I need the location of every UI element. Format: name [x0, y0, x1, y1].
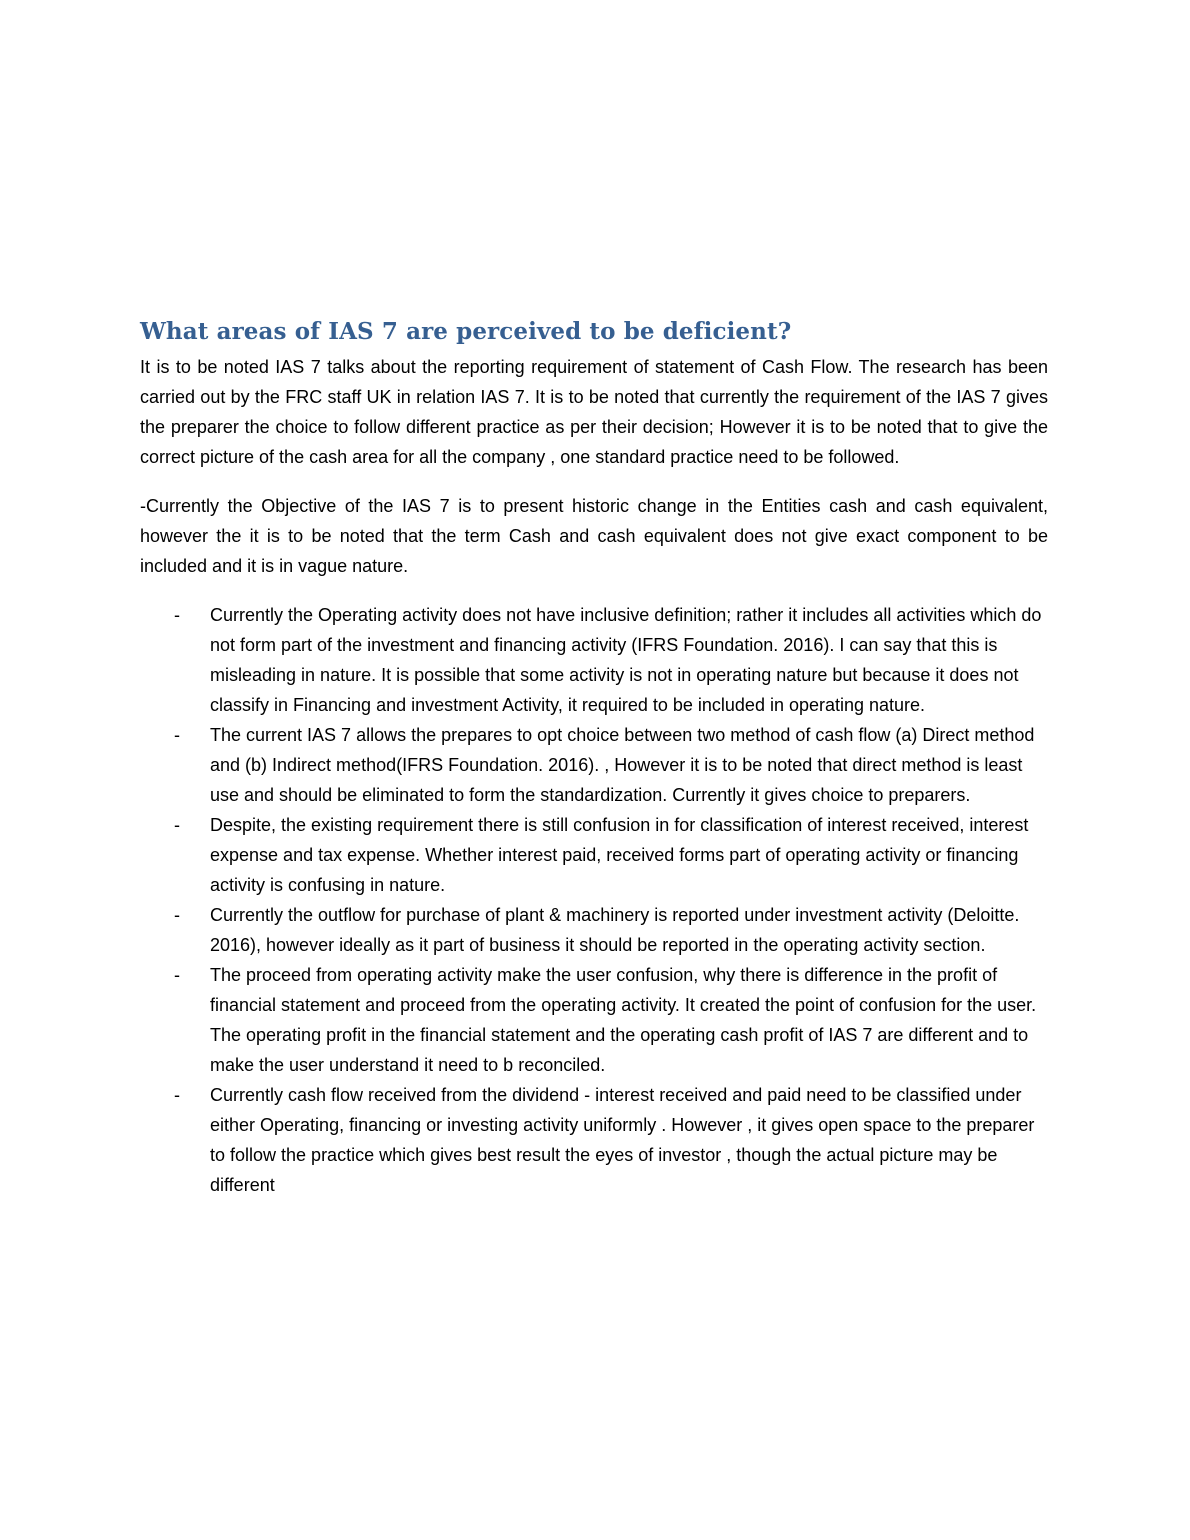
list-item — [140, 900, 1048, 960]
bullet-dash: - — [174, 815, 180, 835]
list-item-text: Despite, the existing requirement there is still confusion in for classification of interest received, interest expense and tax expense. Whether interest paid, received forms part of operating activity or financing activity is confusing in nature. — [210, 815, 1029, 895]
section-heading: What areas of IAS 7 are perceived to be deficient? — [140, 318, 792, 345]
objective-paragraph: -Currently the Objective of the IAS 7 is to present historic change in the Entities cash and cash equivalent, however the it is to be noted that the term Cash and cash equivalent does not give exact component to be included and it is in vague nature. — [140, 496, 1048, 576]
list-item — [140, 1080, 1048, 1200]
deficiency-list — [140, 600, 1048, 1200]
intro-paragraph: It is to be noted IAS 7 talks about the reporting requirement of statement of Cash Flow. The research has been carried out by the FRC staff UK in relation IAS 7. It is to be noted that currently the requirement of the IAS 7 gives the preparer the choice to follow different practice as per their decision; However it is to be noted that to give the correct picture of the cash area for all the company , one standard practice need to be followed. — [140, 357, 1048, 467]
bullet-dash: - — [174, 725, 180, 745]
document-content — [140, 314, 1048, 1200]
list-item — [140, 720, 1048, 810]
list-item-text: Currently cash flow received from the dividend - interest received and paid need to be classified under either Operating, financing or investing activity uniformly . However , it gives open space to the preparer to follow the practice which gives best result the eyes of investor , though the actual picture may be different — [210, 1085, 1035, 1195]
list-item-text: Currently the Operating activity does not have inclusive definition; rather it includes all activities which do not form part of the investment and financing activity (IFRS Foundation. 2016). I can say that this is misleading in nature. It is possible that some activity is not in operating nature but because it does not classify in Financing and investment Activity, it required to be included in operating nature. — [210, 605, 1042, 715]
list-item — [140, 600, 1048, 720]
bullet-dash: - — [174, 905, 180, 925]
bullet-dash: - — [174, 1085, 180, 1105]
list-item — [140, 810, 1048, 900]
list-item-text: The current IAS 7 allows the prepares to opt choice between two method of cash flow (a) Direct method and (b) Indirect method(IFRS Foundation. 2016). , However it is to be noted that direct method is least use and should be eliminated to form the standardization. Currently it gives choice to preparers. — [210, 725, 1035, 805]
bullet-dash: - — [174, 605, 180, 625]
bullet-dash: - — [174, 965, 180, 985]
list-item-text: The proceed from operating activity make the user confusion, why there is difference in the profit of financial statement and proceed from the operating activity. It created the point of confusion for the user. The operating profit in the financial statement and the operating cash profit of IAS 7 are different and to make the user understand it need to b reconciled. — [210, 965, 1037, 1075]
list-item-text: Currently the outflow for purchase of plant & machinery is reported under investment activity (Deloitte. 2016), however ideally as it part of business it should be reported in the operating activity section. — [210, 905, 1020, 955]
list-item — [140, 960, 1048, 1080]
